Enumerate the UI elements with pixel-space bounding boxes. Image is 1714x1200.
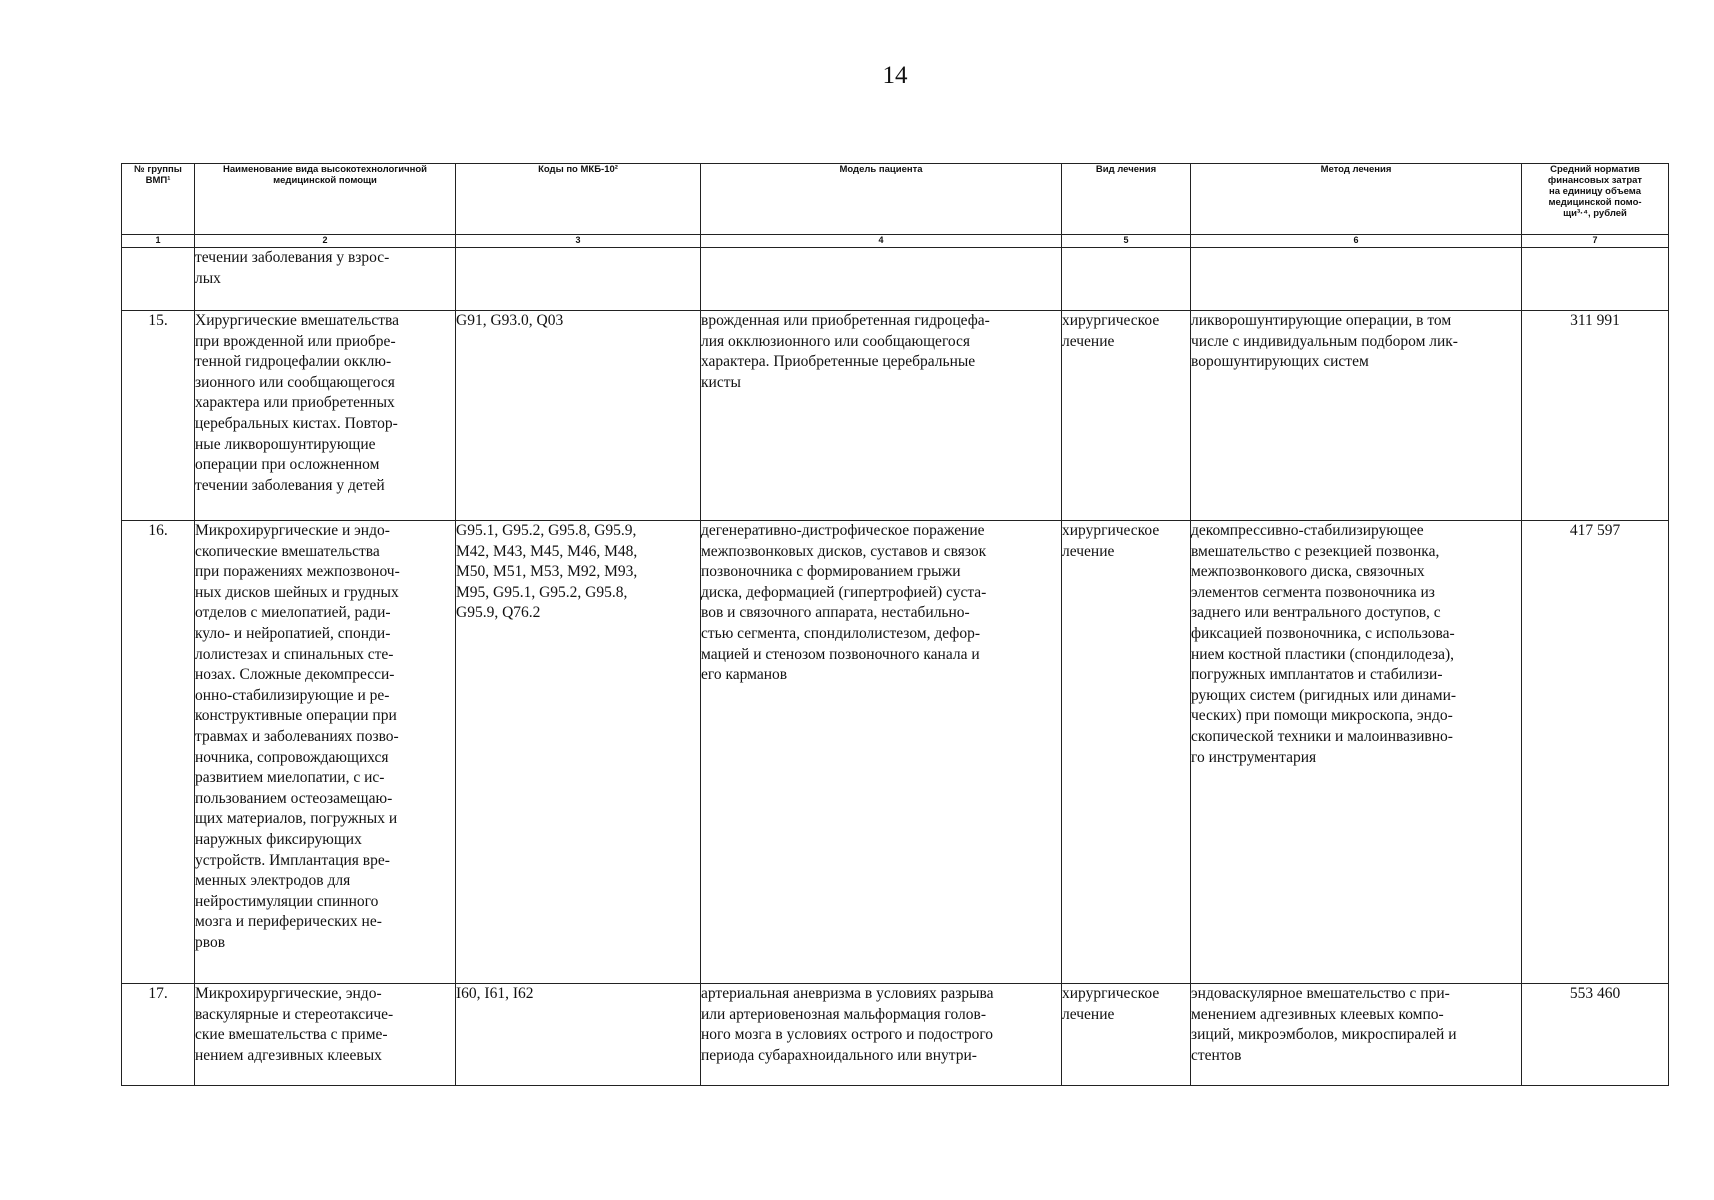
header-patient-model: Модель пациента bbox=[701, 164, 1062, 235]
column-number: 4 bbox=[701, 235, 1062, 248]
treatment-type: хирургическое лечение bbox=[1062, 984, 1191, 1086]
table-row bbox=[122, 521, 1669, 984]
header-treatment-method: Метод лечения bbox=[1191, 164, 1522, 235]
group-number: 17. bbox=[122, 984, 195, 1086]
header-row bbox=[122, 164, 1669, 235]
icd-codes: G95.1, G95.2, G95.8, G95.9, M42, M43, M45, M46, M48, M50, M51, M53, M92, M93, M95, G95.1, G95.2, G95.8, G95.9, Q76.2 bbox=[456, 521, 701, 984]
group-number bbox=[122, 248, 195, 311]
treatment-method bbox=[1191, 248, 1522, 311]
treatment-method: эндоваскулярное вмешательство с при- менением адгезивных клеевых компо- зиций, микроэмболов, микроспиралей и стентов bbox=[1191, 984, 1522, 1086]
column-number: 6 bbox=[1191, 235, 1522, 248]
column-number: 3 bbox=[456, 235, 701, 248]
average-cost: 553 460 bbox=[1522, 984, 1669, 1086]
group-number: 16. bbox=[122, 521, 195, 984]
icd-codes: I60, I61, I62 bbox=[456, 984, 701, 1086]
column-number: 1 bbox=[122, 235, 195, 248]
header-average-cost: Средний норматив финансовых затрат на единицу объема медицинской помо- щи³·⁴, рублей bbox=[1522, 164, 1669, 235]
treatment-method: ликворошунтирующие операции, в том числе с индивидуальным подбором лик- ворошунтирующих систем bbox=[1191, 311, 1522, 521]
table-row bbox=[122, 311, 1669, 521]
header-group-number: № группы ВМП¹ bbox=[122, 164, 195, 235]
patient-model: дегенеративно-дистрофическое поражение межпозвонковых дисков, суставов и связок позвоночника с формированием грыжи диска, деформацией (гипертрофией) суста- вов и связочного аппарата, нестабильно- стью сегмента, спондилолистезом, дефор- мацией и стенозом позвоночного канала и его карманов bbox=[701, 521, 1062, 984]
average-cost: 311 991 bbox=[1522, 311, 1669, 521]
header-icd-codes: Коды по МКБ-10² bbox=[456, 164, 701, 235]
column-number-row bbox=[122, 235, 1669, 248]
care-type-name: Микрохирургические, эндо- васкулярные и стереотаксиче- ские вмешательства с приме- нением адгезивных клеевых bbox=[195, 984, 456, 1086]
icd-codes bbox=[456, 248, 701, 311]
patient-model bbox=[701, 248, 1062, 311]
column-number: 2 bbox=[195, 235, 456, 248]
header-care-type: Наименование вида высокотехнологичной медицинской помощи bbox=[195, 164, 456, 235]
average-cost bbox=[1522, 248, 1669, 311]
care-type-name: Микрохирургические и эндо- скопические вмешательства при поражениях межпозвоноч- ных дисков шейных и грудных отделов с миелопатией, ради- куло- и нейропатией, спонди- лолистезах и спинальных сте- нозах. Сложные декомпресси- онно-стабилизирующие и ре- конструктивные операции при травмах и заболеваниях позво- ночника, сопровождающихся развитием миелопатии, с ис- пользованием остеозамещаю- щих материалов, погружных и наружных фиксирующих устройств. Имплантация вре- менных электродов для нейростимуляции спинного мозга и периферических не- рвов bbox=[195, 521, 456, 984]
average-cost: 417 597 bbox=[1522, 521, 1669, 984]
patient-model: артериальная аневризма в условиях разрыва или артериовенозная мальформация голов- ного мозга в условиях острого и подострого периода субарахноидального или внутри- bbox=[701, 984, 1062, 1086]
treatment-type: хирургическое лечение bbox=[1062, 521, 1191, 984]
patient-model: врожденная или приобретенная гидроцефа- лия окклюзионного или сообщающегося характера. Приобретенные церебральные кисты bbox=[701, 311, 1062, 521]
care-type-name: течении заболевания у взрос- лых bbox=[195, 248, 456, 311]
table-row bbox=[122, 984, 1669, 1086]
column-number: 7 bbox=[1522, 235, 1669, 248]
care-type-name: Хирургические вмешательства при врожденной или приобре- тенной гидроцефалии окклю- зионного или сообщающегося характера или приобретенных церебральных кистах. Повтор- ные ликворошунтирующие операции при осложненном течении заболевания у детей bbox=[195, 311, 456, 521]
treatment-method: декомпрессивно-стабилизирующее вмешательство с резекцией позвонка, межпозвонкового диска, связочных элементов сегмента позвоночника из заднего или вентрального доступов, с фиксацией позвоночника, с использова- нием костной пластики (спондилодеза), погружных имплантатов и стабилизи- рующих систем (ригидных или динами- ческих) при помощи микроскопа, эндо- скопической техники и малоинвазивно- го инструментария bbox=[1191, 521, 1522, 984]
column-number: 5 bbox=[1062, 235, 1191, 248]
page-number: 14 bbox=[882, 62, 908, 89]
treatment-type bbox=[1062, 248, 1191, 311]
header-treatment-type: Вид лечения bbox=[1062, 164, 1191, 235]
treatment-type: хирургическое лечение bbox=[1062, 311, 1191, 521]
vmp-table bbox=[121, 163, 1669, 1086]
group-number: 15. bbox=[122, 311, 195, 521]
table-row bbox=[122, 248, 1669, 311]
icd-codes: G91, G93.0, Q03 bbox=[456, 311, 701, 521]
